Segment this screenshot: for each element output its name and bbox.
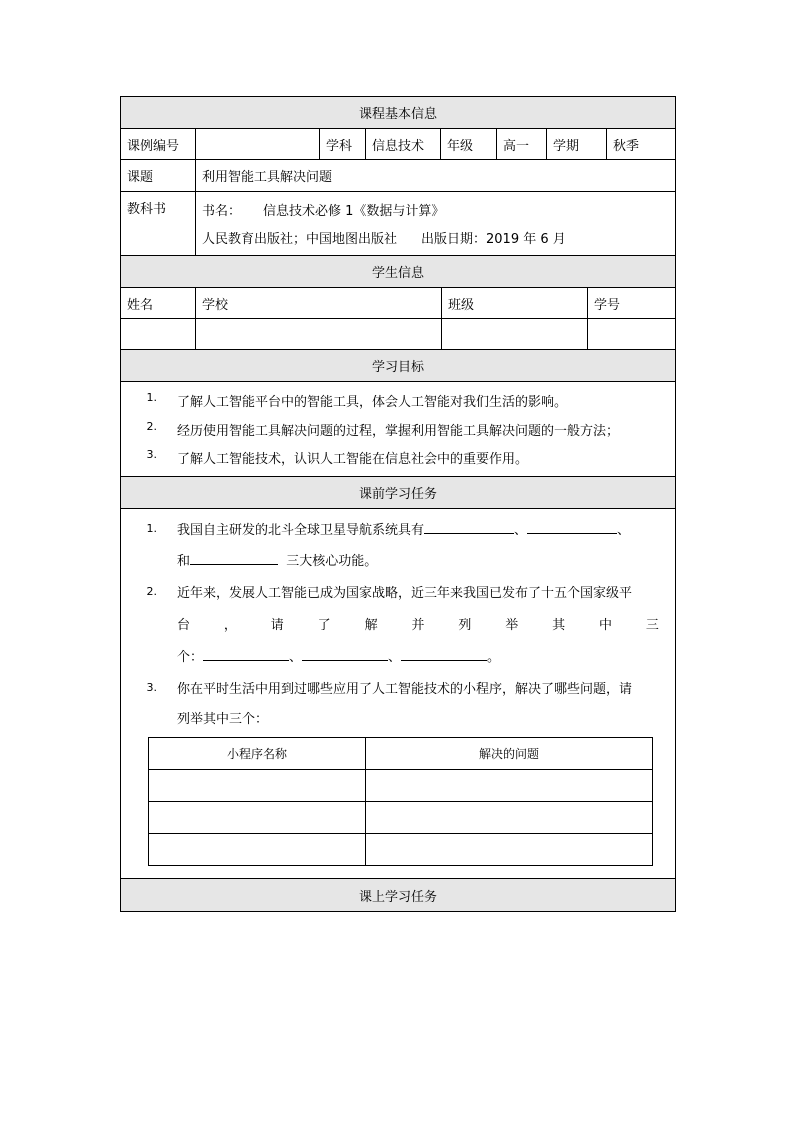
q1-line-1-text	[177, 519, 675, 538]
book-name-label: 书名：	[202, 204, 242, 219]
q2-blank-1[interactable]	[203, 646, 289, 661]
objective-text: 经历使用智能工具解决问题的过程，掌握利用智能工具解决问题的一般方法；	[177, 423, 620, 439]
q1-line-1	[121, 513, 675, 544]
q2-char: 中	[599, 617, 613, 633]
program-name-cell[interactable]	[149, 802, 366, 833]
program-name-cell[interactable]	[149, 834, 366, 865]
q2-text-2	[177, 614, 659, 633]
problem-cell[interactable]	[366, 802, 652, 833]
q3-line-1	[121, 671, 675, 703]
table-row	[149, 834, 652, 865]
course-info-header	[121, 97, 675, 129]
q3-text-1: 你在平时生活中用到过哪些应用了人工智能技术的小程序，解决了哪些问题，请	[177, 681, 633, 697]
topic-row	[121, 160, 675, 192]
q2-line-3-text	[177, 646, 675, 665]
table-row	[149, 802, 652, 834]
q2-end: 。	[487, 649, 501, 665]
q1-blank-1[interactable]	[424, 519, 514, 534]
lesson-sheet	[120, 96, 676, 912]
q2-line-1	[121, 575, 675, 607]
program-name-cell[interactable]	[149, 770, 366, 801]
q1-blank-2[interactable]	[527, 519, 617, 534]
q2-char: 请	[270, 617, 284, 633]
pre-tasks-header-text: 课前学习任务	[358, 487, 437, 502]
mini-program-table-header	[149, 738, 652, 770]
textbook-row	[121, 192, 675, 256]
objectives-header-text: 学习目标	[371, 360, 424, 375]
q1-blank-3[interactable]	[190, 550, 278, 565]
student-info-header-text: 学生信息	[371, 266, 424, 281]
q1-sep-2: 、	[617, 523, 631, 538]
q3-line-2	[121, 703, 675, 731]
objective-text: 了解人工智能技术，认识人工智能在信息社会中的重要作用。	[177, 451, 529, 467]
book-name-line	[202, 200, 444, 219]
q2-line-2	[121, 607, 675, 639]
col-header-problem-solved: 解决的问题	[478, 747, 539, 761]
objective-num: 3.	[146, 447, 157, 461]
in-class-header-text: 课上学习任务	[358, 889, 437, 905]
q2-char: 三	[645, 617, 659, 633]
topic-label: 课题	[121, 160, 196, 191]
subject-value: 信息技术	[366, 129, 441, 159]
publisher: 人民教育出版社；中国地图出版社	[202, 232, 398, 247]
in-class-header	[121, 879, 675, 911]
subject-label: 学科	[320, 129, 366, 159]
q2-line-3	[121, 639, 675, 671]
grade-label: 年级	[441, 129, 497, 159]
q2-char: 并	[411, 617, 425, 633]
name-field[interactable]	[121, 319, 196, 349]
objective-item	[121, 420, 675, 439]
objective-item	[121, 448, 675, 467]
id-field[interactable]	[588, 319, 675, 349]
mini-program-table	[148, 737, 653, 866]
student-info-labels	[121, 288, 675, 319]
objective-item	[121, 391, 675, 410]
class-label: 班级	[442, 288, 588, 318]
objective-num: 2.	[146, 419, 157, 433]
q2-char: 解	[364, 617, 378, 633]
q2-head: 个：	[177, 649, 204, 665]
course-info-header-text: 课程基本信息	[358, 107, 437, 122]
book-name-value: 信息技术必修 1《数据与计算》	[263, 204, 445, 219]
q2-sep-2: 、	[388, 649, 402, 665]
term-label: 学期	[547, 129, 607, 159]
q2-blank-3[interactable]	[401, 646, 487, 661]
id-label: 学号	[594, 297, 621, 313]
name-label: 姓名	[121, 288, 196, 318]
q2-char: 其	[552, 617, 566, 633]
q2-sep-1: 、	[289, 649, 303, 665]
pub-date: 出版日期：2019 年 6 月	[421, 232, 566, 247]
topic-value: 利用智能工具解决问题	[202, 170, 333, 185]
col-header-program-name: 小程序名称	[149, 738, 366, 769]
table-row	[149, 770, 652, 802]
problem-cell[interactable]	[366, 834, 652, 865]
publisher-line	[202, 228, 566, 247]
q2-char: 了	[317, 617, 331, 633]
q1-and: 和	[177, 554, 191, 569]
problem-cell[interactable]	[366, 770, 652, 801]
q2-char: 列	[458, 617, 472, 633]
school-label: 学校	[196, 288, 442, 318]
q1-sep-1: 、	[514, 523, 528, 538]
q2-char: ，	[223, 617, 237, 633]
q1-line-2	[121, 544, 675, 575]
q1-tail: 三大核心功能。	[286, 554, 378, 569]
textbook-label: 教科书	[121, 192, 196, 255]
q1-text: 我国自主研发的北斗全球卫星导航系统具有	[177, 523, 425, 538]
objective-text: 了解人工智能平台中的智能工具，体会人工智能对我们生活的影响。	[177, 395, 568, 411]
objectives-header	[121, 350, 675, 382]
student-info-values	[121, 319, 675, 350]
objective-num: 1.	[146, 391, 157, 405]
q1-line-2-text	[177, 550, 675, 569]
case-no-value[interactable]	[196, 129, 320, 159]
course-info-row-1	[121, 129, 675, 160]
q3-text-2: 列举其中三个：	[177, 711, 269, 727]
q2-text-1: 近年来，发展人工智能已成为国家战略，近三年来我国已发布了十五个国家级平	[177, 585, 633, 601]
textbook-details	[196, 192, 675, 255]
q3-num: 3.	[146, 680, 157, 694]
objectives-list	[121, 382, 675, 477]
q1-num: 1.	[146, 522, 157, 535]
class-field[interactable]	[442, 319, 588, 349]
term-value: 秋季	[613, 138, 640, 154]
grade-value: 高一	[497, 129, 547, 159]
q2-blank-2[interactable]	[302, 646, 388, 661]
pre-tasks-body	[121, 509, 675, 879]
school-field[interactable]	[196, 319, 442, 349]
q2-char: 举	[505, 617, 519, 633]
pre-tasks-header	[121, 477, 675, 509]
case-no-label: 课例编号	[121, 129, 196, 159]
student-info-header	[121, 256, 675, 288]
q2-char: 台	[177, 617, 191, 633]
q2-num: 2.	[146, 584, 157, 598]
